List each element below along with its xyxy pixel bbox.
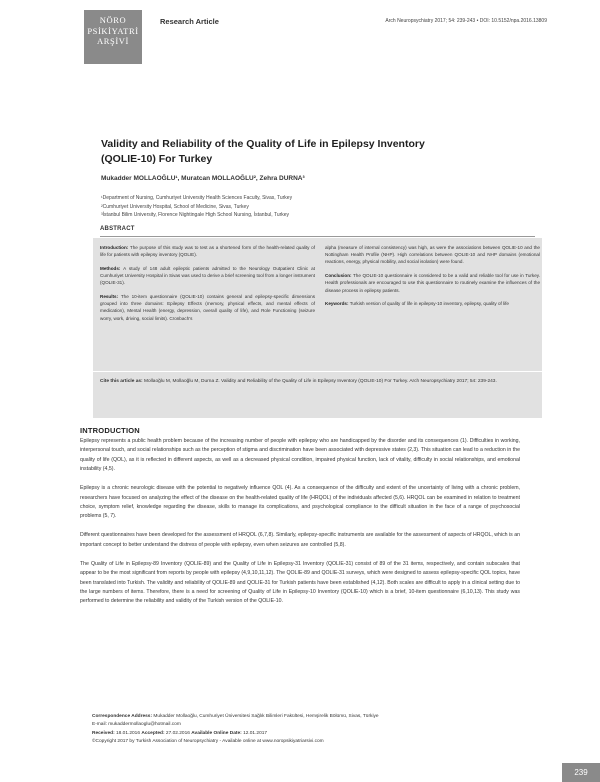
paper-title: Validity and Reliability of the Quality of Life in Epilepsy Inventory (QOLIE-10) For Turkey xyxy=(101,138,425,165)
body-paragraph: Epilepsy is a chronic neurologic disease with the potential to negatively influence QOL (4). As a consequence of the difficulty and extent of the uncertainty of living with a chronic problem, researchers have focused on analyzing the effect of the disease on the health-related quality of life (HRQOL) of the individuals affected (5,6). HRQOL can be examined in relation to treatment choice, symptom relief, knowledge regarding the disease, skills to manage its complications, and psychological compliance to the difficult situation in the face of a range of psychosocial problems (5, 7). xyxy=(80,485,520,520)
abstract-left-column xyxy=(100,244,315,328)
abstract-methods-text: A study of 148 adult epileptic patients admitted to the Neurology Outpatient Clinic at Cumhuriyet University Hospital in Sivas was used to derive a brief screening tool from a longer instrument (QOLIE-31). xyxy=(100,265,315,286)
abstract-introduction-text: The purpose of this study was to test as a shortened form of the health-related quality of life for patients with epilepsy inventory (QOLIE). xyxy=(100,245,315,258)
affiliation: ²Cumhuriyet University Hospital, School of Medicine, Sivas, Turkey xyxy=(101,203,249,210)
abstract-results-label: Results: xyxy=(100,294,119,300)
logo-line: NÖRO xyxy=(99,15,127,25)
abstract-methods-label: Methods: xyxy=(100,265,121,271)
correspondence-address xyxy=(92,713,532,721)
correspondence-text: Mukadder Mollaoğlu, Cumhuriyet Üniversitesi Sağlık Bilimleri Fakültesi, Hemşirelik Bölümü, Sivas, Türkiye xyxy=(152,714,379,719)
author-list: Mukadder MOLLAOĞLU¹, Muratcan MOLLAOĞLU², Zehra DURNA³ xyxy=(101,175,305,182)
logo-line: PSİKİYATRİ xyxy=(87,25,139,36)
abstract-conclusion-label: Conclusion: xyxy=(325,273,352,279)
footer xyxy=(92,713,532,746)
abstract-keywords-label: Keywords: xyxy=(325,301,349,307)
abstract-box xyxy=(93,238,542,371)
affiliation: ³İstanbul Bilim University, Florence Nightingale High School Nursing, İstanbul, Turkey xyxy=(101,212,290,219)
introduction-body xyxy=(80,437,520,616)
journal-reference: Arch Neuropsychiatry 2017; 54: 239-243 • DOI: 10.5152/npa.2016.13809 xyxy=(385,18,547,24)
abstract-introduction xyxy=(100,244,315,258)
abstract-keywords xyxy=(325,300,540,307)
accepted-label: Accepted: xyxy=(141,730,165,736)
abstract-heading: ABSTRACT xyxy=(100,226,135,232)
journal-logo xyxy=(84,10,142,64)
article-type: Research Article xyxy=(160,17,219,26)
copyright-notice: ©Copyright 2017 by Turkish Association of Neuropsychiatry - Available online at www.noropsikiyatriarsivi.com xyxy=(92,738,324,744)
logo-line: ARŞİVİ xyxy=(97,36,129,46)
abstract-methods xyxy=(100,265,315,287)
received-date: 18.01.2016 xyxy=(114,730,142,736)
abstract-conclusion xyxy=(325,272,540,294)
abstract-results-text: The 10-item questionnaire (QOLIE-10) contains general and epilepsy-specific dimensions grouped into three domains: Epilepsy Effects (memory, physical effects, and mental effects of medication), Mental Health (energy, depression, overall quality of life), and Role Functioning (seizure worry, work, driving, social limits). Cronbach's xyxy=(100,294,315,321)
citation xyxy=(100,378,532,386)
affiliation: ¹Department of Nursing, Cumhuriyet University Health Sciences Faculty, Sivas, Turkey xyxy=(101,195,293,201)
page-number: 239 xyxy=(562,763,600,782)
abstract-conclusion-text: The QOLIE-10 questionnaire is considered to be a valid and reliable tool for use in Turkey. Health professionals are encouraged to use this questionnaire to routinely examine the influences of the disease process in epilepsy patients. xyxy=(325,273,540,293)
abstract-results xyxy=(100,293,315,322)
introduction-heading: INTRODUCTION xyxy=(80,426,140,435)
body-paragraph: The Quality of Life in Epilepsy-89 Inventory (QOLIE-89) and the Quality of Life in Epilepsy-31 Inventory (QOLIE-31) consist of 89 of the 31 items, respectively, and contain subscales that appear to be the most significant from reports by people with epilepsy (4,9,10,11,12). The QOLIE-89 and QOLIE-31 surveys, which were designed to assess epilepsy-specific QOL topics, have been translated into Turkish. The validity and reliability of QOLIE-89 and QOLIE-31 for Turkish patients have been established (4,12). Both scales are difficult to apply in a clinical setting due to the large numbers of items. Therefore, there is a need for screening of Quality of Life in Epilepsy-10 Inventory (QOLIE-10) which is a brief, 10-item questionnaire (6,10,13). This study was performed to determine the reliability and validity of the Turkish version of the QOLIE-10. xyxy=(80,560,520,605)
abstract-introduction-label: Introduction: xyxy=(100,245,129,250)
citation-text: Mollaoğlu M, Mollaoğlu M, Durna Z. Validity and Reliability of the Quality of Life in Epilepsy Inventory (QOLIE-10) For Turkey. Arch Neuropsychiatry 2017; 54: 239-243. xyxy=(142,379,497,384)
abstract-results-continued: alpha (measure of internal consistency) was high, as were the associations between QOLIE-10 and the Nottingham Health Profile (NHP). High correlations between QOLIE-10 and NHP domains (emotional reactions, energy, physical mobility, and social isolation) were found. xyxy=(325,245,540,265)
abstract-keywords-text: Turkish version of quality of life in epilepsy-10 inventory, epilepsy, quality of life xyxy=(348,301,509,307)
body-paragraph: Epilepsy represents a public health problem because of the increasing number of people with epilepsy who are handicapped by the disorder and its consequences (1). Difficulties in working, interpersonal touch, and social relationships such as the perception of stigma and discrimination have been associated with depressive states (2,3). This situation can lead to a reduction in the quality of life (QOL), as it is reflected in different aspects, as well as a decreased physical condition, impaired physical function, lack of vitality, difficulty in social relationships, and emotional instability (4,5). xyxy=(80,438,520,473)
accepted-date: 27.02.2016 xyxy=(164,730,192,736)
citation-label: Cite this article as: xyxy=(100,379,143,384)
received-label: Received: xyxy=(92,730,115,736)
citation-box xyxy=(93,372,542,418)
abstract-divider xyxy=(100,236,535,237)
online-date: 12.01.2017 xyxy=(241,730,268,736)
affiliations xyxy=(101,194,292,220)
online-date-label: Available Online Date: xyxy=(191,730,242,736)
correspondence-email: E-mail: mukaddermollaoglu@hotmail.com xyxy=(92,722,181,728)
article-dates xyxy=(92,730,532,738)
correspondence-label: Correspondence Address: xyxy=(92,714,153,719)
body-paragraph: Different questionnaires have been developed for the assessment of HRQOL (6,7,8). Similarly, epilepsy-specific instruments are available for the assessment of aspects of HRQOL, which is an important concept to better understand the distress of people with epilepsy, even when seizures are controlled (5,8). xyxy=(80,532,520,548)
abstract-right-column xyxy=(325,244,540,314)
